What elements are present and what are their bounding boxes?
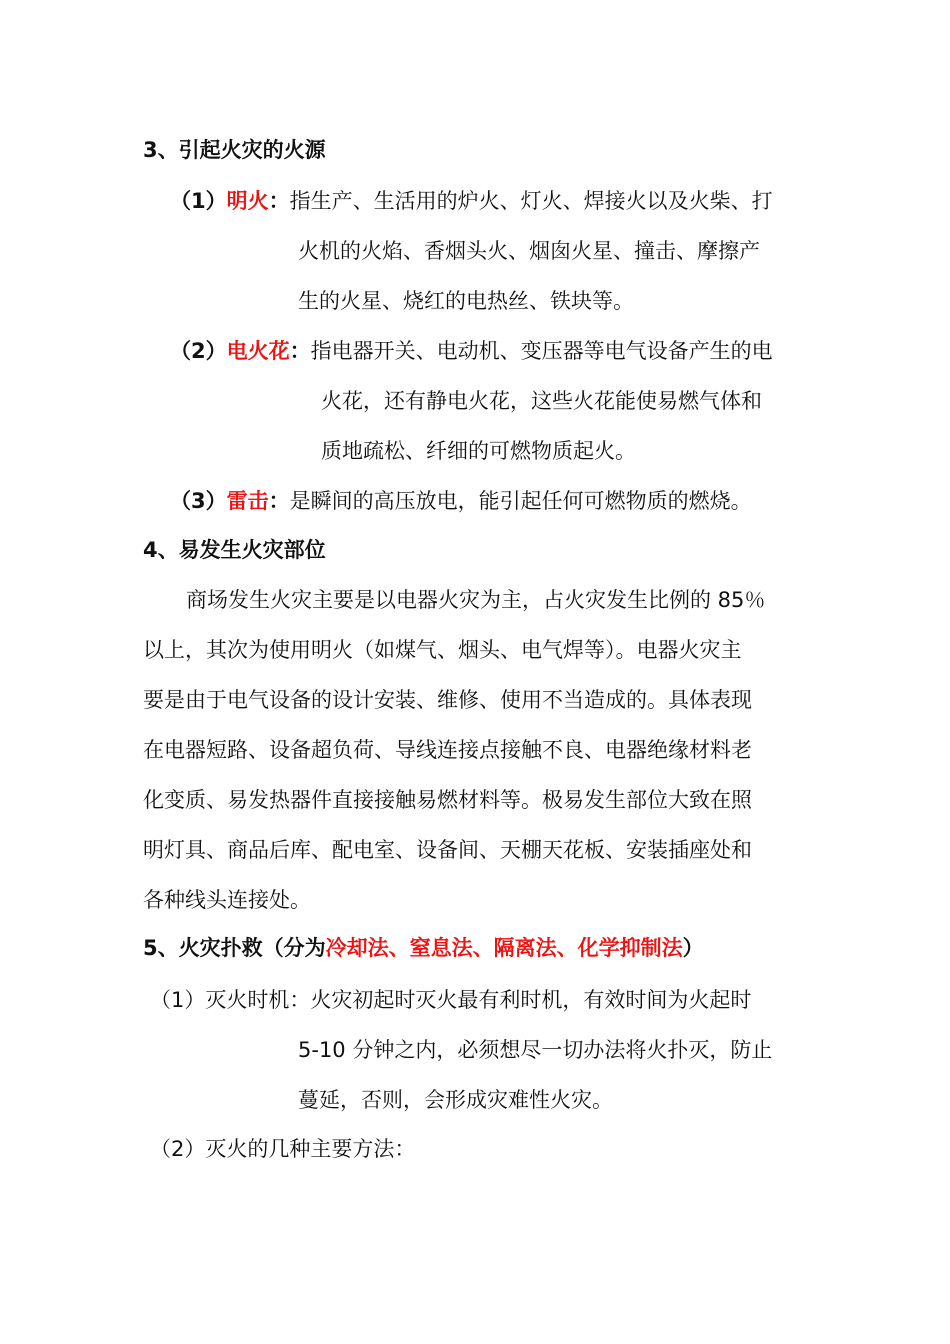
item-line: 火机的火焰、香烟头火、烟囱火星、撞击、摩擦产 xyxy=(298,239,760,263)
paragraph-line: 在电器短路、设备超负荷、导线连接点接触不良、电器绝缘材料老 xyxy=(143,738,752,762)
item-line: 指电器开关、电动机、变压器等电气设备产生的电 xyxy=(310,339,773,363)
fire-source-item-open-fire xyxy=(170,176,773,226)
item-line: 指生产、生活用的炉火、灯火、焊接火以及火柴、打 xyxy=(289,189,773,213)
section4-heading: 4、易发生火灾部位 xyxy=(143,538,326,562)
item-line: 是瞬间的高压放电，能引起任何可燃物质的燃烧。 xyxy=(289,489,752,513)
paragraph-line: 化变质、易发热器件直接接触易燃材料等。极易发生部位大致在照 xyxy=(143,788,752,812)
item-line: 5-10 分钟之内，必须想尽一切办法将火扑灭，防止 xyxy=(298,1038,773,1062)
item-term: 电火花 xyxy=(226,339,290,363)
item-prefix: （2） xyxy=(170,339,227,363)
item-line: 质地疏松、纤细的可燃物质起火。 xyxy=(321,439,636,463)
item-label: （1）灭火时机： xyxy=(150,988,311,1012)
fire-source-item-lightning xyxy=(170,476,752,526)
item-prefix: （3） xyxy=(170,489,227,513)
fire-source-item-electric-spark xyxy=(170,326,773,376)
item-separator: ： xyxy=(268,189,290,213)
item-line: 生的火星、烧红的电热丝、铁块等。 xyxy=(298,289,634,313)
heading-methods: 冷却法、窒息法、隔离法、化学抑制法 xyxy=(325,936,683,960)
paragraph-line: 商场发生火灾主要是以电器火灾为主，占火灾发生比例的 85％ xyxy=(186,588,766,612)
paragraph-line: 要是由于电气设备的设计安装、维修、使用不当造成的。具体表现 xyxy=(143,688,752,712)
heading-prefix: 5、火灾扑救（分为 xyxy=(143,936,326,960)
item-separator: ： xyxy=(289,339,311,363)
paragraph-line: 各种线头连接处。 xyxy=(143,888,311,912)
extinguish-methods-item: （2）灭火的几种主要方法： xyxy=(150,1137,416,1161)
item-line: 火灾初起时灭火最有利时机，有效时间为火起时 xyxy=(310,988,752,1012)
paragraph-line: 明灯具、商品后库、配电室、设备间、天棚天花板、安装插座处和 xyxy=(143,838,752,862)
extinguish-timing-item xyxy=(150,975,751,1025)
heading-suffix: ） xyxy=(682,936,704,960)
section5-heading xyxy=(143,923,704,973)
item-term: 雷击 xyxy=(226,489,269,513)
item-term: 明火 xyxy=(226,189,269,213)
item-separator: ： xyxy=(268,489,290,513)
item-line: 火花，还有静电火花，这些火花能使易燃气体和 xyxy=(321,389,762,413)
item-prefix: （1） xyxy=(170,189,227,213)
paragraph-line: 以上，其次为使用明火（如煤气、烟头、电气焊等）。电器火灾主 xyxy=(143,638,742,662)
section3-heading: 3、引起火灾的火源 xyxy=(143,138,326,162)
item-line: 蔓延，否则，会形成灾难性火灾。 xyxy=(298,1088,613,1112)
